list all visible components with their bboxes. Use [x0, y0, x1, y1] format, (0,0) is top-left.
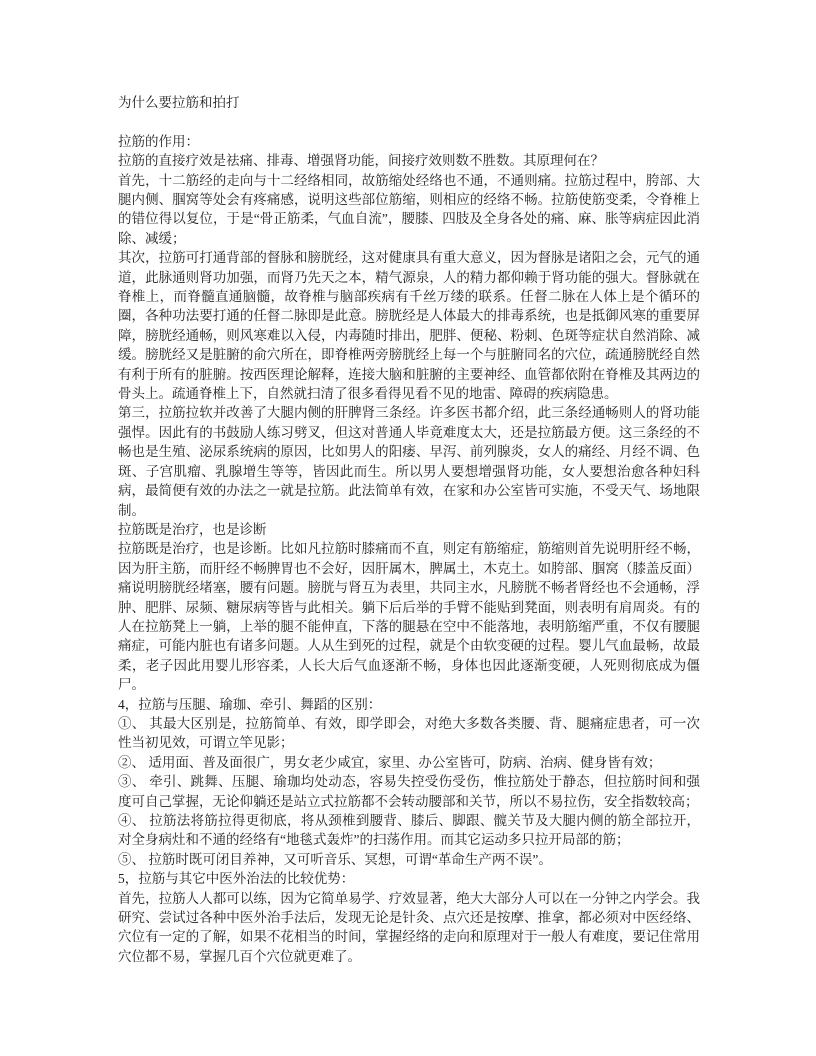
list-item-3: ③、 牵引、跳舞、压腿、瑜珈均处动态，容易失控受伤受伤，惟拉筋处于静态，但拉筋时间和强度可自己掌握，无论仰躺还是站立式拉筋都不会转动腰部和关节，所以不易拉伤，安全指数较高； — [118, 774, 700, 809]
document-body — [118, 93, 700, 966]
section-heading-differences: 4，拉筋与压腿、瑜珈、牵引、舞蹈的区别： — [118, 696, 382, 712]
paragraph-advantages: 首先，拉筋人人都可以练，因为它简单易学、疗效显著，绝大大部分人可以在一分钟之内学会。我研究、尝试过各种中医外治手法后，发现无论是针灸、点穴还是按摩、推拿，都必须对中医经络、穴位有一定的了解，如果不花相当的时间，掌握经络的走向和原理对于一般人有难度，要记住常用穴位都不易，掌握几百个穴位就更难了。 — [118, 890, 700, 964]
paragraph-first: 首先，十二筋经的走向与十二经络相同，故筋缩处经络也不通，不通则痛。拉筋过程中，胯部、大腿内侧、腘窝等处会有疼痛感，说明这些部位筋缩，则相应的经络不畅。拉筋使筋变柔，令脊椎上的错位得以复位，于是“骨正筋柔，气血自流”，腰膝、四肢及全身各处的痛、麻、胀等病症因此消除、减缓； — [118, 172, 700, 246]
paragraph-second: 其次，拉筋可打通背部的督脉和膀胱经，这对健康具有重大意义，因为督脉是诸阳之会，元气的通道，此脉通则肾功加强，而肾乃先天之本，精气源泉，人的精力都仰赖于肾功能的强大。督脉就在脊椎上，而脊髓直通脑髓，故脊椎与脑部疾病有千丝万缕的联系。任督二脉在人体上是个循环的圈，各种功法要打通的任督二脉即是此意。膀胱经是人体最大的排毒系统，也是抵御风寒的重要屏障，膀胱经通畅，则风寒难以入侵，内毒随时排出，肥胖、便秘、粉刺、色斑等症状自然消除、减缓。膀胱经又是脏腑的俞穴所在，即脊椎两旁膀胱经上每一个与脏腑同名的穴位，疏通膀胱经自然有利于所有的脏腑。按西医理论解释，连接大脑和脏腑的主要神经、血管都依附在脊椎及其两边的骨头上。疏通脊椎上下，自然就扫清了很多看得见看不见的地雷、障碍的疾病隐患。 — [118, 250, 700, 402]
section-heading-diagnosis: 拉筋既是治疗，也是诊断 — [118, 521, 267, 537]
list-item-4: ④、 拉筋法将筋拉得更彻底，将从颈椎到腰背、膝后、脚跟、髋关节及大腿内侧的筋全部拉开，对全身病灶和不通的经络有“地毯式轰炸”的扫荡作用。而其它运动多只拉开局部的筋； — [118, 813, 700, 848]
list-item-1: ①、 其最大区别是，拉筋简单、有效，即学即会，对绝大多数各类腰、背、腿痛症患者，可一次性当初见效，可谓立竿见影； — [118, 715, 700, 751]
section-heading-effects: 拉筋的作用： — [118, 133, 199, 149]
list-item-5: ⑤、 拉筋时既可闭目养神，又可听音乐、冥想，可谓“革命生产两不误”。 — [118, 851, 552, 867]
section-heading-advantages: 5，拉筋与其它中医外治法的比较优势： — [118, 871, 355, 887]
paragraph-diagnosis: 拉筋既是治疗，也是诊断。比如凡拉筋时膝痛而不直，则定有筋缩症，筋缩则首先说明肝经不畅，因为肝主筋，而肝经不畅脾胃也不会好，因肝属木，脾属土，木克土。如胯部、腘窝（膝盖反面）痛说明膀胱经堵塞，腰有问题。膀胱与肾互为表里，共同主水，凡膀胱不畅者肾经也不会通畅，浮肿、肥胖、尿频、糖尿病等皆与此相关。躺下后后举的手臂不能贴到凳面，则表明有肩周炎。有的人在拉筋凳上一躺，上举的腿不能伸直，下落的腿悬在空中不能落地，表明筋缩严重，不仅有腰腿痛症，可能内脏也有诸多问题。人从生到死的过程，就是个由软变硬的过程。婴儿气血最畅，故最柔，老子因此用婴儿形容柔，人长大后气血逐渐不畅，身体也因此逐渐变硬，人死则彻底成为僵尸。 — [118, 541, 700, 693]
paragraph-third: 第三，拉筋拉软并改善了大腿内侧的肝脾肾三条经。许多医书都介绍，此三条经通畅则人的肾功能强悍。因此有的书鼓励人练习劈叉，但这对普通人毕竟难度太大，还是拉筋最方便。这三条经的不畅也是生殖、泌尿系统病的原因，比如男人的阳痿、早泻、前列腺炎，女人的痛经、月经不调、色斑、子宫肌瘤、乳腺增生等等，皆因此而生。所以男人要想增强肾功能，女人要想治愈各种妇科病，最简便有效的办法之一就是拉筋。此法简单有效，在家和办公室皆可实施，不受天气、场地限制。 — [118, 405, 700, 518]
paragraph-intro: 拉筋的直接疗效是祛痛、排毒、增强肾功能，间接疗效则数不胜数。其原理何在？ — [118, 153, 604, 169]
list-item-2: ②、 适用面、普及面很广，男女老少咸宜，家里、办公室皆可，防病、治病、健身皆有效； — [118, 754, 662, 770]
page-title: 为什么要拉筋和拍打 — [118, 95, 240, 110]
